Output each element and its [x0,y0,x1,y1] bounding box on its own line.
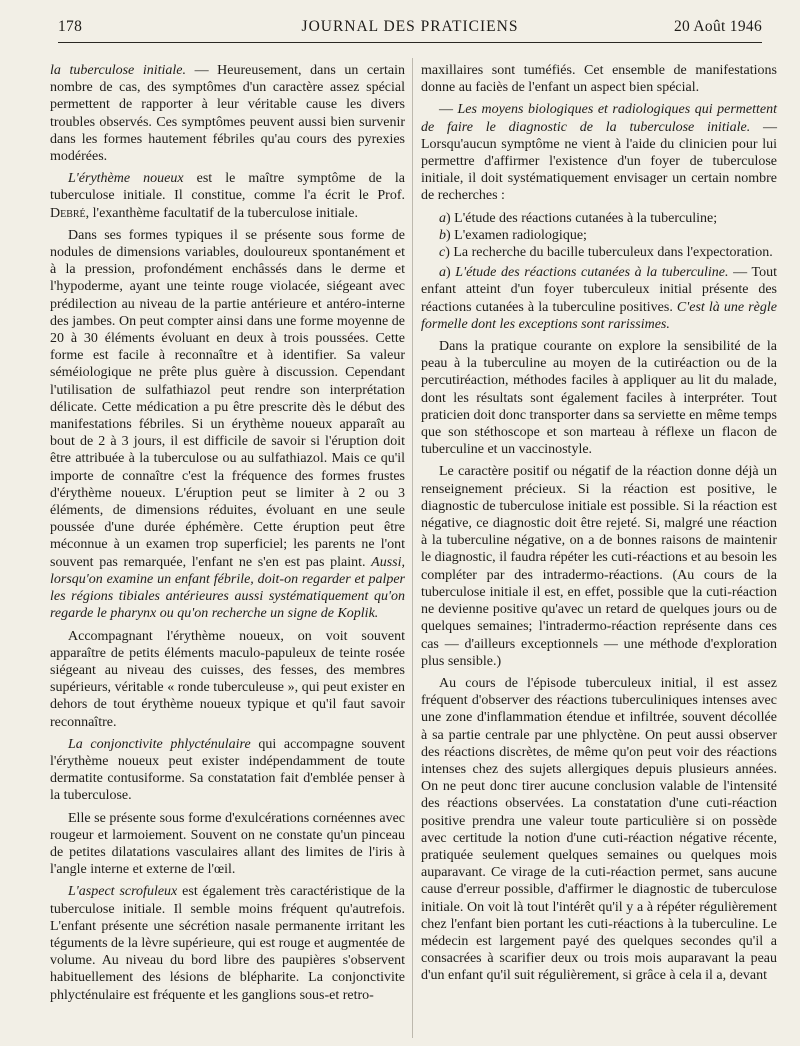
author-name: Debré [50,205,86,221]
list-marker: a [439,210,446,226]
journal-title: JOURNAL DES PRATICIENS [301,18,519,35]
list-item [421,244,777,261]
text-run: — Heureusement, dans un certain nombre de cas, des symptômes d'un caractère assez spécial permettent de rapporter à leur véritable cause les divers troubles observés. Ces symptômes peuvent aussi bien survenir dans les formes hautement fébriles qu'au cours des pyrexies modérées. [50,63,405,165]
italic-run: Aussi, lorsqu'on examine un enfant fébrile, doit-on regarder et palper les régions tibiales antérieures aussi systématiquement qu'on regarde le pharynx ou qu'on recherche un signe de Koplik. [50,554,405,622]
text-run: — Tout enfant atteint d'un foyer tuberculeux initial présente des réactions cutanées à la tuberculine positives. [421,265,777,315]
paragraph [421,62,777,96]
paragraph [421,675,777,985]
paragraph [50,628,405,731]
paragraph [50,62,405,165]
text-run: — Lorsqu'aucun symptôme ne vient à l'aide du clinicien pour lui permettre d'affirmer l'existence d'un foyer de tuberculose initiale, il doit systématiquement envisager un certain nombre de recherches : [421,119,777,204]
italic-run: la tuberculose initiale. [50,63,187,78]
paragraph [421,463,777,669]
text-run: ) [446,265,456,281]
text-run: Dans ses formes typiques il se présente sous forme de nodules de dimensions variables, douloureux spontanément et à la pression, profondément enchâssés dans le derme et l'hypoderme, ayant une teinte rouge violacée, siégeant avec prédilection au niveau de la partie antérieure et antéro-interne des jambes. On peut compter ainsi dans une forme moyenne de 20 à 30 éléments évoluant en deux à trois poussées. Cette forme est facile à reconnaître et à identifier. Sa valeur séméiologique ne prête plus guère à discussion. Cependant l'utilisation de sulfathiazol peut rendre son interprétation délicate. Cette médication a pu être prescrite dès le début des manifestations fébriles. Si un érythème noueux apparaît au bout de 2 à 3 jours, il est difficile de savoir si l'éruption doit être attribuée à la tuberculose ou au sulfathiazol. Mais ce qu'il importe de connaître c'est la fréquence des formes frustes d'érythème noueux. L'éruption peut se limiter à 2 ou 3 éléments, de dimensions réduites, évoluant en une seule poussée d'une durée éphémère. Cette éruption peut être méconnue à un examen trop superficiel; les parents ne l'ont souvent pas remarquée, l'enfant ne s'en est pas plaint. [50,227,405,570]
text-run: Dans la pratique courante on explore la sensibilité de la peau à la tuberculine au moyen de la cutiréaction ou de la percutiréaction, méthodes faciles à appliquer au lit du malade, dont les résultats sont également faciles à interpréter. Tout praticien doit donc transporter dans sa serviette en même temps que son stéthoscope et son marteau à réflexe un flacon de tuberculine et un vaccinostyle. [421,339,777,458]
text-run: , l'exanthème facultatif de la tuberculose initiale. [85,205,358,221]
paragraph [50,883,405,1003]
italic-run: L'aspect scrofuleux [68,884,178,900]
italic-run: L'étude des réactions cutanées à la tuberculine. [455,265,729,281]
paragraph [50,227,405,623]
text-run: ) L'étude des réactions cutanées à la tuberculine; [446,210,718,226]
text-run: Au cours de l'épisode tuberculeux initial, il est assez fréquent d'observer des réactions tuberculiniques intenses avec une zone d'inflammation étendue et infiltrée, souvent décollée à sa partie centrale par une phlyctène. On peut aussi observer des réactions discrètes, de même qu'on peut voir des réactions intenses chez des sujets allergiques depuis plusieurs années. On ne peut donc tirer aucune conclusion valable de l'intensité des réactions observées. La constatation d'une cuti-réaction positive prendra une valeur toute particulière si on possède avec certitude la notion d'une cuti-réaction négative récente, pratiquée seulement quelques semaines ou quelques mois auparavant. Ce virage de la cuti-réaction permet, sans aucune cause d'erreur possible, d'affirmer le diagnostic de tuberculose initiale. On voit là tout l'intérêt qu'il y a à répéter régulièrement chez l'enfant bien portant les cuti-réactions à la tuberculine. Le médecin est largement payé des quelques secondes qu'il a consacrées à scarifier deux ou trois mois auparavant la peau d'un enfant qu'il suit régulièrement, si grâce à cela il a, devant [421,675,777,984]
paragraph [421,338,777,458]
text-run: Elle se présente sous forme d'exulcérations cornéennes avec rougeur et larmoiement. Souvent on ne constate qu'un pinceau de petites dilatations vasculaires allant des limites de l'iris à l'angle interne et externe de l'œil. [50,810,405,878]
text-run: Le caractère positif ou négatif de la réaction donne déjà un renseignement précieux. Si la réaction est positive, le diagnostic de tuberculose initiale est possible. Si la réaction est négative, ce diagnostic doit être rejeté. Si, malgré une réaction à la tuberculine négative, on a de bonnes raisons de maintenir le diagnostic, il faudra répéter les cuti-réactions et au besoin les compléter par des intradermo-réactions. (Au cours de la tuberculose initiale il est, en effet, possible que la cuti-réaction ne devienne positive qu'avec un retard de quelques jours ou de quelques semaines; l'intradermo-réaction représente dans ces cas — d'ailleurs exceptionnels — une méthode d'exploration plus sensible.) [421,464,777,669]
running-header [58,12,762,44]
left-column [50,62,405,1004]
paragraph [421,264,777,333]
text-run: ) La recherche du bacille tuberculeux dans l'expectoration. [445,245,773,261]
text-run: Accompagnant l'érythème noueux, on voit souvent apparaître de petits éléments maculo-papuleux de teinte rosée siégeant au niveau des cuisses, des fesses, des membres supérieurs, véritable « ronde tuberculeuse », qui peut exister en dehors de tout érythème noueux typique et qu'il faut savoir reconnaître. [50,628,405,730]
text-run: ) L'examen radiologique; [446,227,587,243]
paragraph [50,736,405,805]
italic-run: Les moyens biologiques et radiologiques qui permettent de faire le diagnostic de la tuberculose initiale. [421,102,777,135]
text-run: maxillaires sont tuméfiés. Cet ensemble de manifestations donne au faciès de l'enfant un aspect bien spécial. [421,63,777,96]
page-number: 178 [58,18,83,35]
list-marker: a [439,265,446,281]
list-marker: b [439,227,446,243]
list-item [421,210,777,227]
text-run: qui accompagne souvent l'érythème noueux peut exister indépendamment de toute dermatite contusiforme. Sa constatation fait d'emblée penser à la tuberculose. [50,736,405,804]
text-run: est également très caractéristique de la tuberculose initiale. Il semble moins fréquent qu'autrefois. L'enfant présente une sécrétion nasale permanente irritant les téguments de la lèvre supérieure, qui est rouge et augmentée de volume. Au niveau du bord libre des paupières s'observent habituellement des lésions de blépharite. La conjonctivite phlycténulaire est fréquente et les ganglions sous-et retro- [50,884,405,1003]
list-marker: c [439,245,446,261]
italic-run: L'érythème noueux [68,171,184,187]
text-run: — [439,102,458,118]
paragraph [421,101,777,204]
text-run: est le maître symptôme de la tuberculose initiale. Il constitue, comme l'a écrit le Prof. [50,171,406,204]
issue-date: 20 Août 1946 [674,18,762,35]
italic-run: C'est là une règle formelle dont les exceptions sont rarissimes. [421,299,777,332]
header-rule [58,42,762,43]
right-column [421,62,777,985]
paragraph [50,810,405,879]
list-item [421,227,777,244]
italic-run: La conjonctivite phlycténulaire [68,736,251,752]
paragraph [50,170,405,222]
column-divider [412,58,413,1038]
